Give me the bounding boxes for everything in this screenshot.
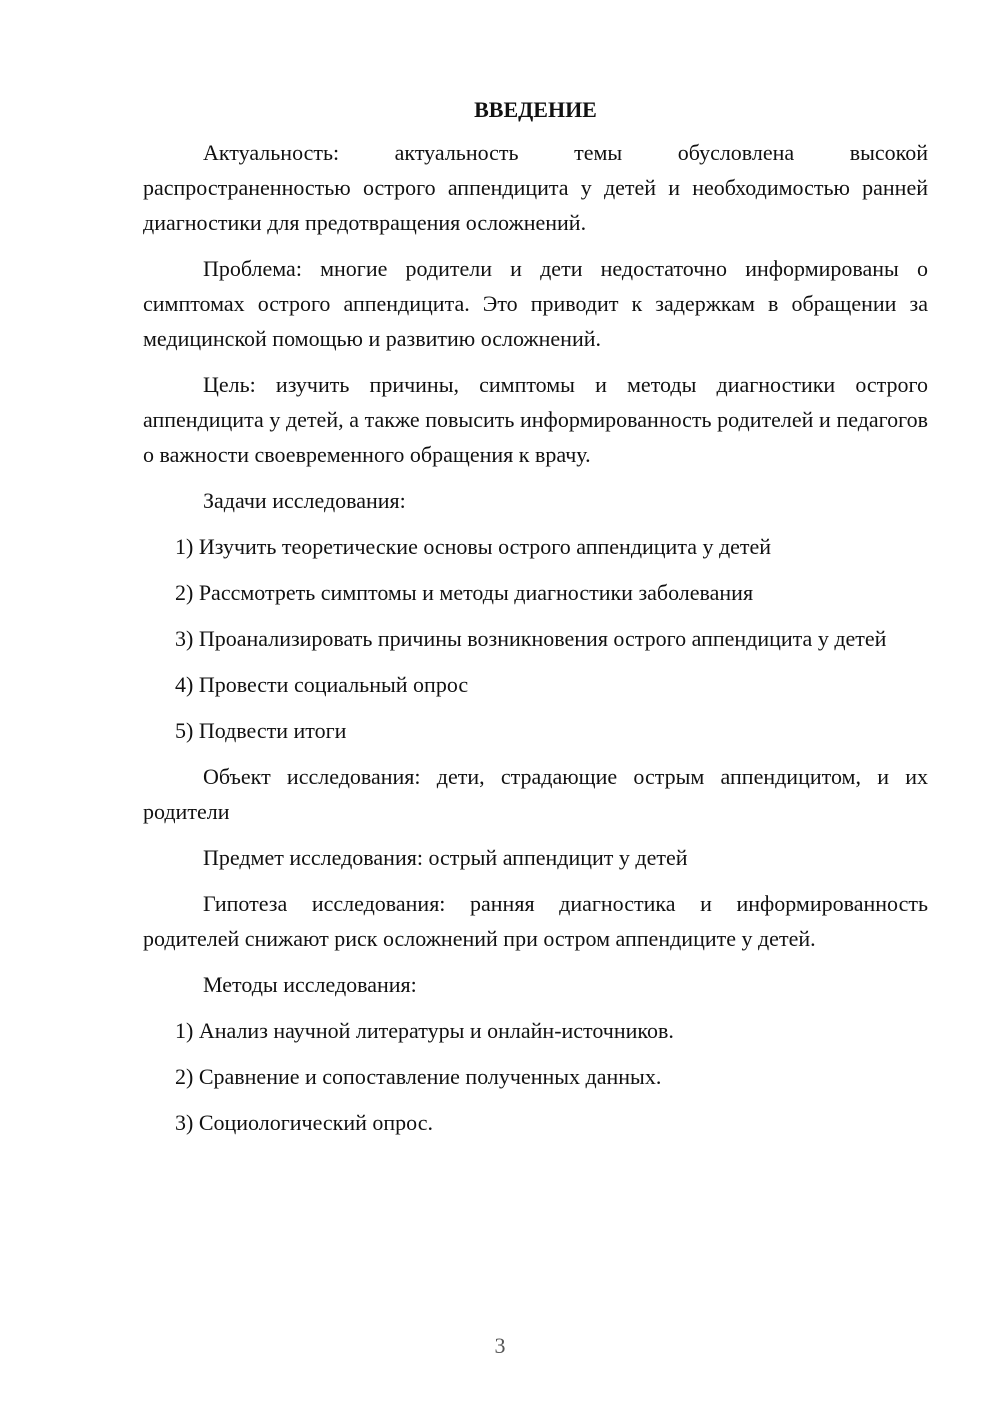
task-item: 3) Проанализировать причины возникновения острого аппендицита у детей xyxy=(175,626,887,651)
method-item: 2) Сравнение и сопоставление полученных данных. xyxy=(175,1064,662,1089)
paragraph-relevance: Актуальность: актуальность темы обусловлена высокой распространенностью острого аппендицита у детей и необходимостью ранней диагностики для предотвращения осложнений. xyxy=(143,140,928,235)
methods-heading: Методы исследования: xyxy=(203,972,417,997)
method-item: 3) Социологический опрос. xyxy=(175,1110,433,1135)
task-item: 5) Подвести итоги xyxy=(175,718,347,743)
paragraph-goal: Цель: изучить причины, симптомы и методы диагностики острого аппендицита у детей, а также повысить информированность родителей и педагогов о важности своевременного обращения к врачу. xyxy=(143,372,928,467)
paragraph-object: Объект исследования: дети, страдающие острым аппендицитом, и их родители xyxy=(143,764,928,824)
paragraph-subject: Предмет исследования: острый аппендицит у детей xyxy=(203,845,688,870)
method-item: 1) Анализ научной литературы и онлайн-источников. xyxy=(175,1018,674,1043)
paragraph-problem: Проблема: многие родители и дети недостаточно информированы о симптомах острого аппендицита. Это приводит к задержкам в обращении за медицинской помощью и развитию осложнений. xyxy=(143,256,928,351)
document-page xyxy=(143,92,928,1151)
task-item: 4) Провести социальный опрос xyxy=(175,672,469,697)
tasks-heading: Задачи исследования: xyxy=(203,488,406,513)
paragraph-hypothesis: Гипотеза исследования: ранняя диагностика и информированность родителей снижают риск осложнений при остром аппендиците у детей. xyxy=(143,891,928,951)
section-title: ВВЕДЕНИЕ xyxy=(474,97,597,122)
page-number: 3 xyxy=(494,1333,506,1358)
task-item: 1) Изучить теоретические основы острого аппендицита у детей xyxy=(175,534,772,559)
task-item: 2) Рассмотреть симптомы и методы диагностики заболевания xyxy=(175,580,754,605)
